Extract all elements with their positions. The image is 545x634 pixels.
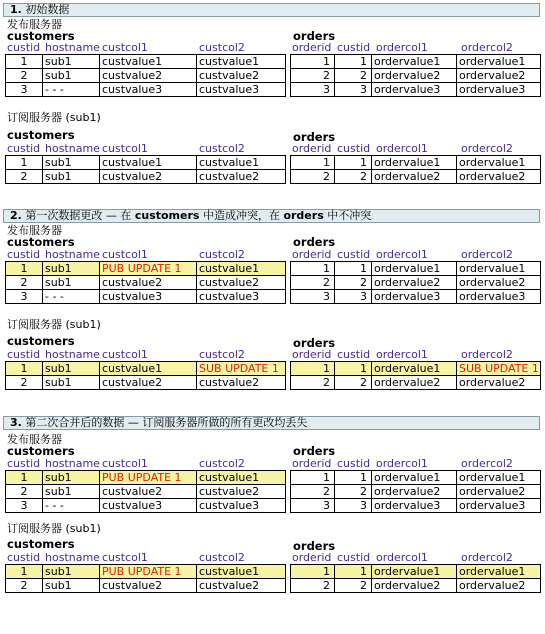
section-3-title: 第二次合并后的数据 — 订阅服务器所做的所有更改均丢失 — [25, 416, 308, 429]
col-custcol2: custcol2 — [199, 551, 245, 564]
section-2-title-mid: 中造成冲突，在 — [202, 209, 280, 222]
col-custid: custid — [337, 348, 371, 361]
table-row: 1 1 ordervalue1 ordervalue1 — [291, 262, 541, 276]
section-2-title-customers: customers — [134, 209, 200, 222]
table-row: 2 sub1 custvalue2 custvalue2 — [6, 170, 286, 184]
col-custcol2: custcol2 — [199, 457, 245, 470]
col-ordercol1: ordercol1 — [376, 248, 428, 261]
col-custcol2: custcol2 — [199, 348, 245, 361]
section-2-title-post: 中不冲突 — [327, 209, 372, 222]
customers-table-name: customers — [7, 235, 75, 249]
col-hostname: hostname — [45, 41, 100, 54]
section-2-title-orders: orders — [283, 209, 324, 222]
pub-orders-table — [290, 261, 541, 304]
col-custid: custid — [7, 248, 41, 261]
col-ordercol1: ordercol1 — [376, 457, 428, 470]
orders-table-name: orders — [293, 539, 336, 553]
col-custcol1: custcol1 — [102, 142, 148, 155]
table-row: 3 - - - custvalue3 custvalue3 — [6, 83, 286, 97]
col-ordercol2: ordercol2 — [461, 551, 513, 564]
col-custcol1: custcol1 — [102, 551, 148, 564]
subscriber-label: 订阅服务器 (sub1) — [7, 522, 101, 535]
table-row: 1 1 ordervalue1 ordervalue1 — [291, 565, 541, 579]
table-row: 3 - - - custvalue3 custvalue3 — [6, 499, 286, 513]
col-custid: custid — [7, 348, 41, 361]
table-row: 2 2 ordervalue2 ordervalue2 — [291, 579, 541, 593]
table-row: 3 3 ordervalue3 ordervalue3 — [291, 290, 541, 304]
section-1-title: 初始数据 — [25, 3, 70, 16]
table-row: 2 2 ordervalue2 ordervalue2 — [291, 485, 541, 499]
table-row: 2 2 ordervalue2 ordervalue2 — [291, 376, 541, 390]
customers-table-name: customers — [7, 29, 75, 43]
table-row: 1 sub1 PUB UPDATE 1 custvalue1 — [6, 262, 286, 276]
col-orderid: orderid — [292, 41, 332, 54]
col-custid: custid — [337, 41, 371, 54]
table-row: 3 3 ordervalue3 ordervalue3 — [291, 83, 541, 97]
section-1-number: 1. — [10, 3, 22, 16]
sub-customers-table — [5, 564, 286, 593]
pub-customers-table — [5, 54, 286, 97]
col-custid: custid — [7, 142, 41, 155]
subscriber-label: 订阅服务器 (sub1) — [7, 318, 101, 331]
col-hostname: hostname — [45, 457, 100, 470]
section-2 — [0, 206, 545, 406]
col-custcol2: custcol2 — [199, 41, 245, 54]
table-row: 1 sub1 custvalue1 custvalue1 — [6, 156, 286, 170]
col-custid: custid — [7, 551, 41, 564]
table-row: 2 2 ordervalue2 ordervalue2 — [291, 69, 541, 83]
col-ordercol1: ordercol1 — [376, 348, 428, 361]
customers-table-name: customers — [7, 128, 75, 142]
table-row: 1 1 ordervalue1 ordervalue1 — [291, 471, 541, 485]
col-orderid: orderid — [292, 348, 332, 361]
sub-customers-table — [5, 155, 286, 184]
col-orderid: orderid — [292, 457, 332, 470]
pub-orders-table — [290, 54, 541, 97]
orders-table-name: orders — [293, 130, 336, 144]
customers-table-name: customers — [7, 334, 75, 348]
section-2-header — [3, 209, 540, 223]
table-row: 2 sub1 custvalue2 custvalue2 — [6, 376, 286, 390]
col-custcol2: custcol2 — [199, 248, 245, 261]
col-hostname: hostname — [45, 551, 100, 564]
subscriber-label: 订阅服务器 (sub1) — [7, 111, 101, 124]
table-row: 3 3 ordervalue3 ordervalue3 — [291, 499, 541, 513]
col-ordercol2: ordercol2 — [461, 457, 513, 470]
section-3-number: 3. — [10, 416, 22, 429]
col-orderid: orderid — [292, 142, 332, 155]
col-ordercol1: ordercol1 — [376, 41, 428, 54]
sub-orders-table — [290, 564, 541, 593]
table-row: 1 sub1 PUB UPDATE 1 custvalue1 — [6, 565, 286, 579]
table-row: 2 2 ordervalue2 ordervalue2 — [291, 170, 541, 184]
table-row: 2 sub1 custvalue2 custvalue2 — [6, 579, 286, 593]
section-2-number: 2. — [10, 209, 22, 222]
col-orderid: orderid — [292, 248, 332, 261]
table-row: 2 sub1 custvalue2 custvalue2 — [6, 276, 286, 290]
table-row: 1 1 ordervalue1 SUB UPDATE 1 — [291, 362, 541, 376]
table-row: 2 sub1 custvalue2 custvalue2 — [6, 69, 286, 83]
pub-customers-table — [5, 470, 286, 513]
table-row: 3 - - - custvalue3 custvalue3 — [6, 290, 286, 304]
table-row: 1 1 ordervalue1 ordervalue1 — [291, 156, 541, 170]
col-ordercol1: ordercol1 — [376, 551, 428, 564]
col-hostname: hostname — [45, 348, 100, 361]
col-hostname: hostname — [45, 248, 100, 261]
publisher-label: 发布服务器 — [7, 224, 62, 237]
col-custid: custid — [7, 457, 41, 470]
pub-customers-table — [5, 261, 286, 304]
col-custcol1: custcol1 — [102, 348, 148, 361]
section-1-header — [3, 3, 540, 17]
col-custcol2: custcol2 — [199, 142, 245, 155]
col-ordercol2: ordercol2 — [461, 248, 513, 261]
sub-orders-table — [290, 155, 541, 184]
col-custcol1: custcol1 — [102, 248, 148, 261]
col-custid: custid — [7, 41, 41, 54]
col-ordercol2: ordercol2 — [461, 142, 513, 155]
col-ordercol1: ordercol1 — [376, 142, 428, 155]
col-ordercol2: ordercol2 — [461, 41, 513, 54]
sub-orders-table — [290, 361, 541, 390]
pub-orders-table — [290, 470, 541, 513]
section-3 — [0, 413, 545, 623]
col-custcol1: custcol1 — [102, 457, 148, 470]
orders-table-name: orders — [293, 29, 336, 43]
publisher-label: 发布服务器 — [7, 18, 62, 31]
orders-table-name: orders — [293, 444, 336, 458]
customers-table-name: customers — [7, 537, 75, 551]
col-custid: custid — [337, 142, 371, 155]
section-1 — [0, 0, 545, 200]
col-custcol1: custcol1 — [102, 41, 148, 54]
publisher-label: 发布服务器 — [7, 433, 62, 446]
table-row: 1 sub1 PUB UPDATE 1 custvalue1 — [6, 471, 286, 485]
table-row: 1 sub1 custvalue1 SUB UPDATE 1 — [6, 362, 286, 376]
col-ordercol2: ordercol2 — [461, 348, 513, 361]
orders-table-name: orders — [293, 336, 336, 350]
orders-table-name: orders — [293, 235, 336, 249]
table-row: 1 sub1 custvalue1 custvalue1 — [6, 55, 286, 69]
col-custid: custid — [337, 551, 371, 564]
col-orderid: orderid — [292, 551, 332, 564]
col-hostname: hostname — [45, 142, 100, 155]
section-3-header — [3, 416, 540, 430]
table-row: 2 sub1 custvalue2 custvalue2 — [6, 485, 286, 499]
col-custid: custid — [337, 248, 371, 261]
section-2-title-pre: 第一次数据更改 — 在 — [25, 209, 132, 222]
col-custid: custid — [337, 457, 371, 470]
table-row: 1 1 ordervalue1 ordervalue1 — [291, 55, 541, 69]
sub-customers-table — [5, 361, 286, 390]
customers-table-name: customers — [7, 444, 75, 458]
table-row: 2 2 ordervalue2 ordervalue2 — [291, 276, 541, 290]
